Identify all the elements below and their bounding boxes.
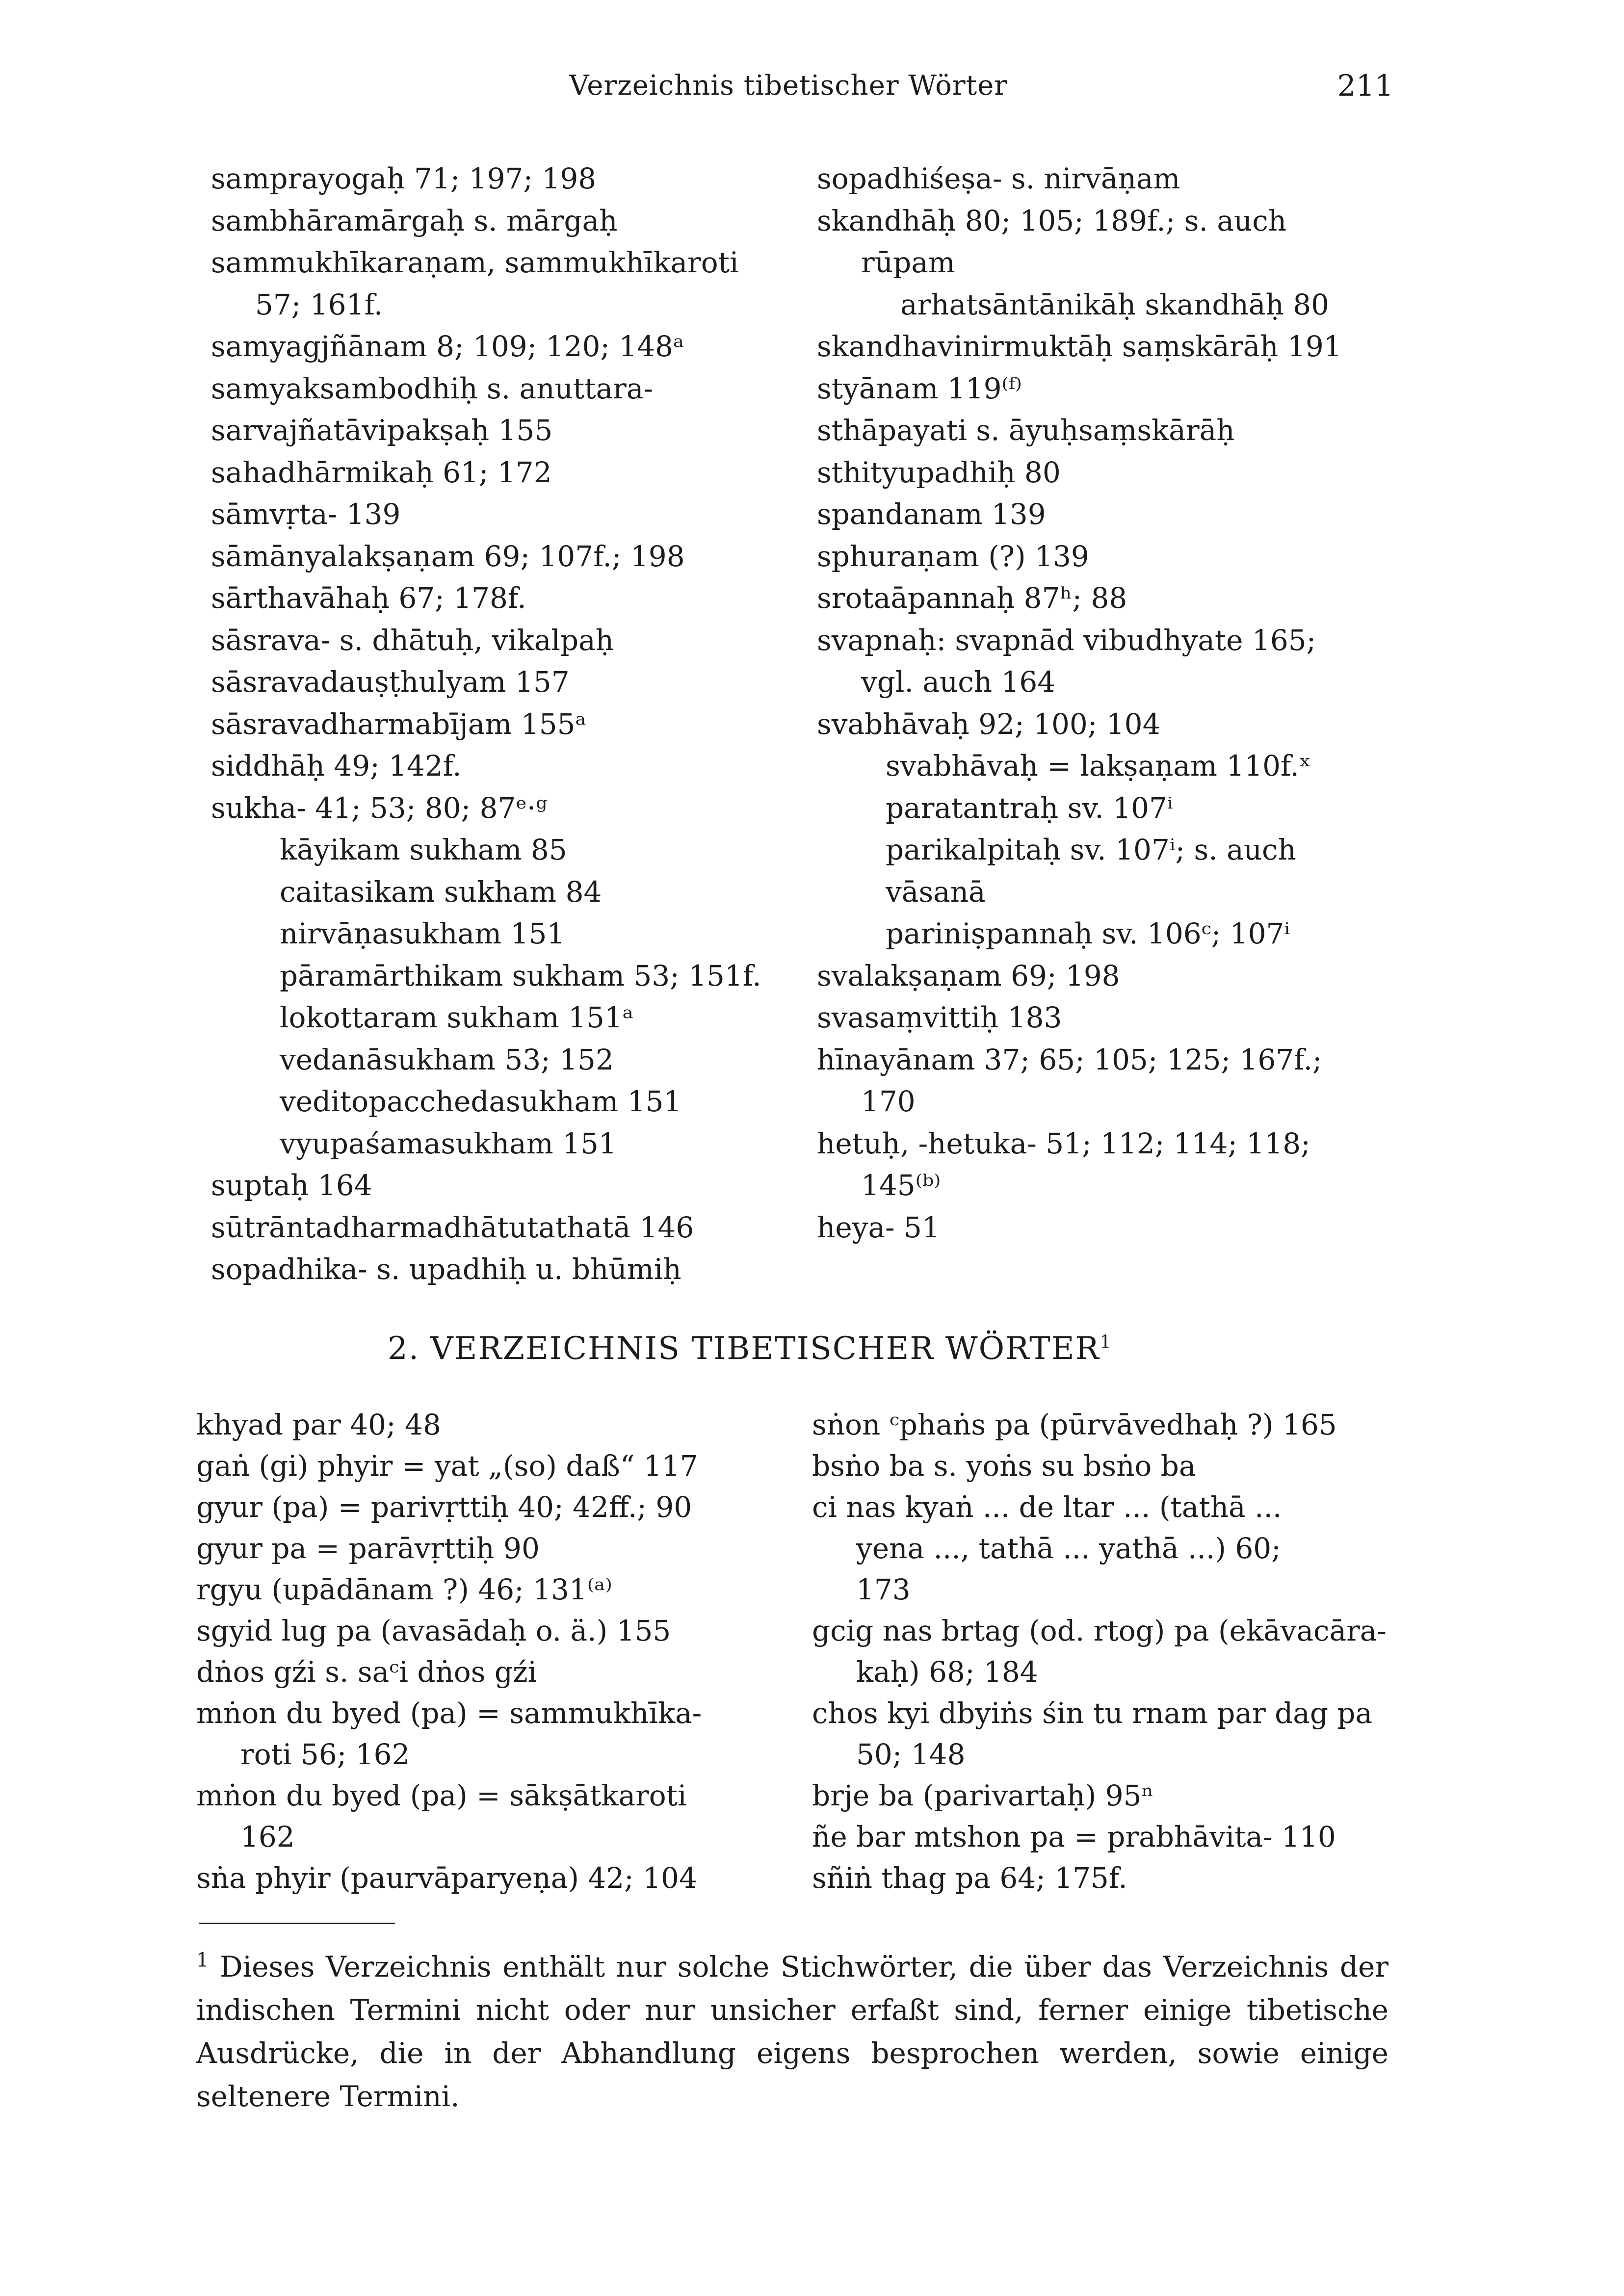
index-entry: ñe bar mtshon pa = prabhāvita- 110	[812, 1820, 1336, 1853]
sanskrit-index-left-column	[211, 158, 790, 1291]
index-entry: vāsanā	[886, 875, 986, 909]
index-entry: dṅos gźi s. saᶜi dṅos gźi	[196, 1655, 537, 1689]
index-entry: siddhāḥ 49; 142f.	[211, 749, 462, 783]
index-entry: parikalpitaḥ sv. 107ⁱ; s. auch	[886, 833, 1296, 866]
index-entry: sthityupadhiḥ 80	[817, 455, 1061, 489]
index-entry: sukha- 41; 53; 80; 87ᵉ·ᵍ	[211, 791, 548, 825]
tibetan-index-left-column	[196, 1404, 775, 1899]
index-entry: hīnayānam 37; 65; 105; 125; 167f.;	[817, 1043, 1322, 1076]
index-entry: sāsravadharmabījam 155ᵃ	[211, 707, 586, 741]
index-entry: srotaāpannaḥ 87ʰ; 88	[817, 581, 1127, 615]
index-entry: samprayogaḥ 71; 197; 198	[211, 162, 597, 195]
index-entry: arhatsāntānikāḥ skandhāḥ 80	[900, 287, 1330, 321]
index-entry: paratantraḥ sv. 107ⁱ	[886, 791, 1173, 825]
section-heading-footnote-marker: 1	[1100, 1332, 1112, 1353]
index-entry: 145⁽ᵇ⁾	[861, 1169, 941, 1202]
index-entry: 50; 148	[856, 1738, 966, 1771]
index-entry: bsṅo ba s. yoṅs su bsṅo ba	[812, 1449, 1196, 1483]
index-entry: sopadhiśeṣa- s. nirvāṇam	[817, 162, 1180, 195]
index-entry: svapnaḥ: svapnād vibudhyate 165;	[817, 623, 1316, 657]
index-entry: sāmvṛta- 139	[211, 497, 401, 531]
index-entry: 170	[861, 1085, 916, 1118]
index-entry: veditopacchedasukham 151	[280, 1085, 682, 1118]
index-entry: sthāpayati s. āyuḥsaṃskārāḥ	[817, 414, 1235, 447]
index-entry: brje ba (parivartaḥ) 95ⁿ	[812, 1779, 1154, 1812]
index-entry: nirvāṇasukham 151	[280, 917, 565, 950]
index-entry: sopadhika- s. upadhiḥ u. bhūmiḥ	[211, 1252, 681, 1286]
index-entry: skandhāḥ 80; 105; 189f.; s. auch	[817, 204, 1287, 237]
index-entry: gyur (pa) = parivṛttiḥ 40; 42ff.; 90	[196, 1490, 692, 1524]
index-entry: mṅon du byed (pa) = sākṣātkaroti	[196, 1779, 687, 1812]
sanskrit-index-right-column	[817, 158, 1396, 1249]
index-entry: sahadhārmikaḥ 61; 172	[211, 455, 552, 489]
index-entry: svabhāvaḥ 92; 100; 104	[817, 707, 1161, 741]
index-entry: sambhāramārgaḥ s. mārgaḥ	[211, 204, 618, 237]
index-entry: chos kyi dbyiṅs śin tu rnam par dag pa	[812, 1696, 1373, 1730]
index-entry: sammukhīkaraṇam, sammukhīkaroti	[211, 246, 739, 279]
running-title: Verzeichnis tibetischer Wörter	[569, 70, 1008, 102]
index-entry: sṅon ᶜphaṅs pa (pūrvāvedhaḥ ?) 165	[812, 1408, 1337, 1441]
index-entry: pariniṣpannaḥ sv. 106ᶜ; 107ⁱ	[886, 917, 1290, 950]
index-entry: sarvajñatāvipakṣaḥ 155	[211, 414, 553, 447]
index-entry: kāyikam sukham 85	[280, 833, 567, 866]
index-entry: svabhāvaḥ = lakṣaṇam 110f.ˣ	[886, 749, 1311, 783]
index-entry: hetuḥ, -hetuka- 51; 112; 114; 118;	[817, 1126, 1310, 1160]
index-entry: 162	[240, 1820, 295, 1853]
index-entry: spandanam 139	[817, 497, 1046, 531]
section-heading-text: 2. VERZEICHNIS TIBETISCHER WÖRTER	[388, 1331, 1100, 1367]
index-entry: 57; 161f.	[255, 287, 383, 321]
index-entry: kaḥ) 68; 184	[856, 1655, 1038, 1689]
section-heading	[388, 1331, 1112, 1367]
index-entry: sāsravadauṣṭhulyam 157	[211, 665, 570, 699]
index-entry: samyagjñānam 8; 109; 120; 148ᵃ	[211, 330, 684, 363]
index-entry: samyaksambodhiḥ s. anuttara-	[211, 371, 654, 405]
page-number: 211	[1337, 69, 1393, 103]
index-entry: styānam 119⁽ᶠ⁾	[817, 371, 1022, 405]
index-entry: lokottaram sukham 151ᵃ	[280, 1001, 634, 1034]
tibetan-index-right-column	[812, 1404, 1391, 1899]
index-entry: khyad par 40; 48	[196, 1408, 441, 1441]
index-entry: sūtrāntadharmadhātutathatā 146	[211, 1210, 694, 1244]
index-entry: svasaṃvittiḥ 183	[817, 1001, 1062, 1034]
index-entry: rūpam	[861, 246, 955, 279]
index-entry: caitasikam sukham 84	[280, 875, 602, 909]
index-entry: suptaḥ 164	[211, 1169, 372, 1202]
index-entry: vyupaśamasukham 151	[280, 1126, 617, 1160]
index-entry: rgyu (upādānam ?) 46; 131⁽ᵃ⁾	[196, 1573, 612, 1606]
index-entry: sāmānyalakṣaṇam 69; 107f.; 198	[211, 539, 685, 573]
index-entry: 173	[856, 1573, 911, 1606]
index-entry: sphuraṇam (?) 139	[817, 539, 1089, 573]
index-entry: sñiṅ thag pa 64; 175f.	[812, 1861, 1127, 1895]
index-entry: roti 56; 162	[240, 1738, 410, 1771]
index-entry: yena ..., tathā ... yathā ...) 60;	[856, 1532, 1281, 1565]
footnote-text: Dieses Verzeichnis enthält nur solche Stichwörter, die über das Verzeichnis der indischen Termini nicht oder nur unsicher erfaßt sind, ferner einige tibetische Ausdrücke, die in der Abhandlung eigens besprochen werden, sowie einige seltenere Termini.	[196, 1950, 1388, 2113]
index-entry: mṅon du byed (pa) = sammukhīka-	[196, 1696, 702, 1730]
index-entry: vgl. auch 164	[861, 665, 1056, 699]
index-entry: heya- 51	[817, 1210, 940, 1244]
footnote-rule	[199, 1923, 395, 1924]
footnote-marker: 1	[196, 1949, 209, 1972]
index-entry: vedanāsukham 53; 152	[280, 1043, 614, 1076]
index-entry: gaṅ (gi) phyir = yat „(so) daß“ 117	[196, 1449, 698, 1483]
footnote	[196, 1945, 1388, 2118]
index-entry: sgyid lug pa (avasādaḥ o. ä.) 155	[196, 1614, 671, 1647]
index-entry: ci nas kyaṅ ... de ltar ... (tathā ...	[812, 1490, 1282, 1524]
index-entry: sāsrava- s. dhātuḥ, vikalpaḥ	[211, 623, 614, 657]
index-entry: sṅa phyir (paurvāparyeṇa) 42; 104	[196, 1861, 697, 1895]
index-entry: skandhavinirmuktāḥ saṃskārāḥ 191	[817, 330, 1342, 363]
index-entry: sārthavāhaḥ 67; 178f.	[211, 581, 526, 615]
index-entry: gcig nas brtag (od. rtog) pa (ekāvacāra-	[812, 1614, 1387, 1647]
index-entry: gyur pa = parāvṛttiḥ 90	[196, 1532, 540, 1565]
index-entry: pāramārthikam sukham 53; 151f.	[280, 959, 761, 992]
index-entry: svalakṣaṇam 69; 198	[817, 959, 1120, 992]
